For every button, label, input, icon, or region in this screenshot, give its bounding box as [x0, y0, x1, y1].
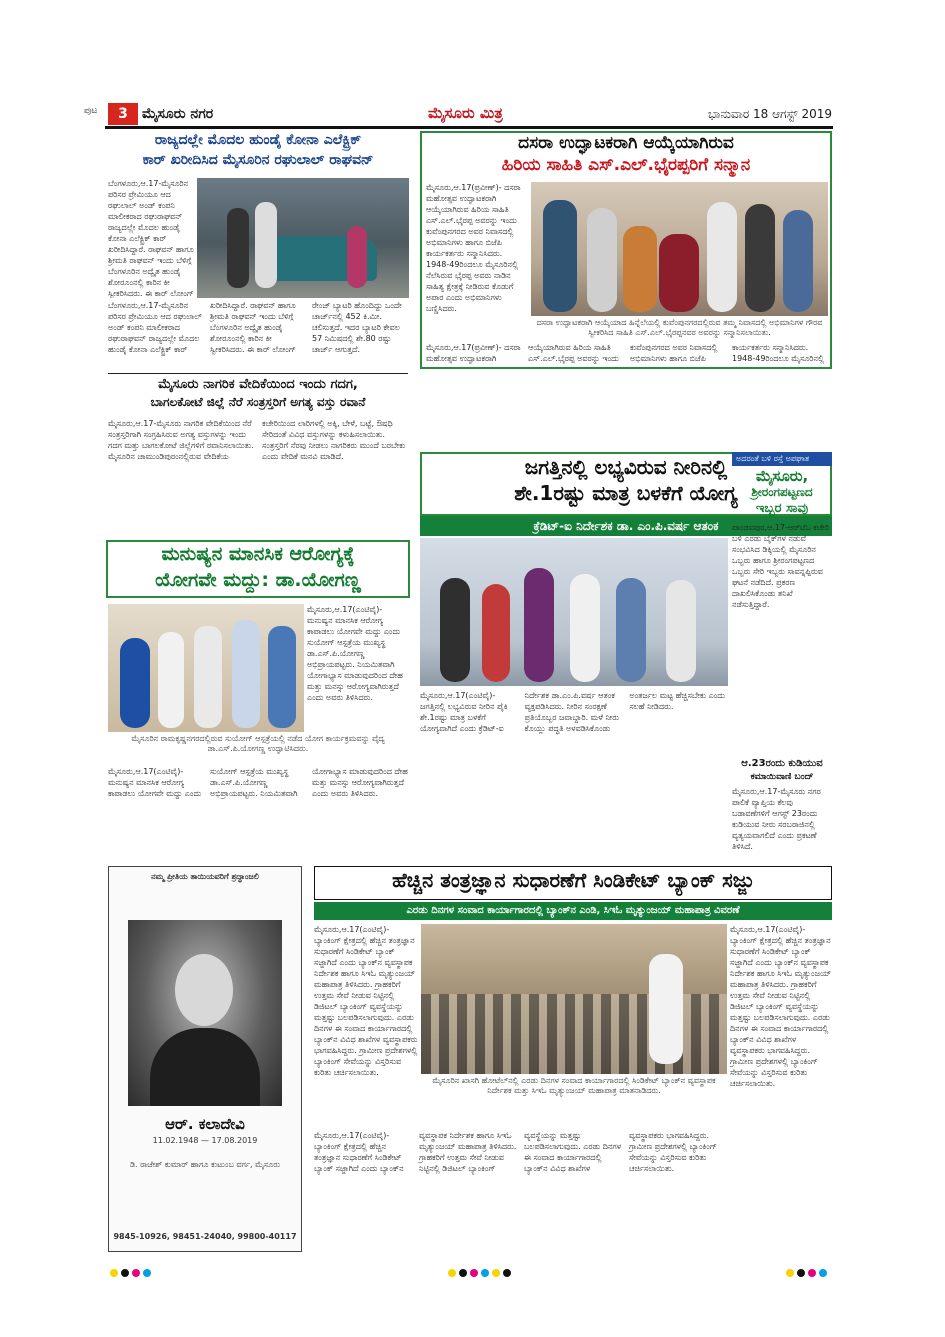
person-5: [707, 202, 737, 312]
dot: [121, 1269, 129, 1277]
dot: [797, 1269, 805, 1277]
dasara-headline-2: ಹಿರಿಯ ಸಾಹಿತಿ ಎಸ್.ಎಲ್.ಭೈರಪ್ಪರಿಗೆ ಸನ್ಮಾನ: [501, 155, 751, 175]
person-7: [783, 210, 813, 312]
dot: [481, 1269, 489, 1277]
watercut-headline-1: ಆ.23ರಂದು ಕುಡಿಯುವ: [741, 758, 823, 769]
ev-car-body-rest: ಬೆಂಗಳೂರು,ಆ.17-ಮೈಸೂರಿನ ಪರಿಸರ ಪ್ರೇಮಿಯೂ ಆದ ರಘುಲಾಲ್ ಅಂಡ್ ಕಂಪನಿ ಮಾಲೀಕರಾದ ರಘುರಾಘವನ್ ರಾಜ್ಯದಲ್ಲೇ ಮೊದಲ ಹುಂಡೈ ಕೋನಾ ಎಲೆಕ್ಟ್ರಿಕ್ ಕಾರ್ ಖರೀದಿಸಿದ್ದಾರೆ. ರಾಘವನ್ ಹಾಗೂ ಶ್ರೀಮತಿ ರಾಘವನ್ ಇಂದು ಬೆಳಿಗ್ಗೆ ಬೆಂಗಳೂರಿನ ಅದ್ವೈತ ಹುಂಡೈ ಶೋರೂಂನಲ್ಲಿ ಕಾರಿನ ಕೀ ಸ್ವೀಕರಿಸಿದರು. ಈ ಕಾರ್ ಲೋಂಗ್ ರೇಂಜ್ ಬ್ಯಾಟರಿ ಹೊಂದಿದ್ದು ಒಂದೇ ಚಾರ್ಜ್‌ನಲ್ಲಿ 452 ಕಿ.ಮೀ. ಚಲಿಸುತ್ತದೆ. ಇದರ ಬ್ಯಾಟರಿ ಕೇವಲ 57 ನಿಮಿಷದಲ್ಲಿ ಶೇ.80 ರಷ್ಟು ಚಾರ್ಜ್ ಆಗುತ್ತದೆ.: [108, 301, 402, 354]
page-number-badge: [108, 103, 138, 125]
header-rule: [105, 126, 833, 129]
water-subhead: ಕ್ರೆಡಿಟ್-ಐ ನಿರ್ದೇಶಕ ಡಾ. ಎಂ.ಪಿ.ವರ್ಷ ಆತಂಕ: [420, 516, 832, 536]
dot: [492, 1269, 500, 1277]
obituary-name: ಆರ್. ಕಲಾದೇವಿ: [165, 1115, 245, 1133]
dot: [132, 1269, 140, 1277]
portrait-shoulders: [150, 1028, 260, 1106]
obituary-portrait: [128, 920, 282, 1106]
yoga-caption: ಮೈಸೂರಿನ ರಾಮಕೃಷ್ಣನಗರದಲ್ಲಿರುವ ಸುಯೋಗ್ ಆಸ್ಪತ್ರೆಯಲ್ಲಿ ನಡೆದ ಯೋಗ ಕಾರ್ಯಕ್ರಮವನ್ನು ವೈದ್ಯ ಡಾ.ಎಸ್.ಪಿ.ಯೋಗಣ್ಣ ಉದ್ಘಾಟಿಸಿದರು.: [131, 734, 385, 753]
accident-headline-1: ಮೈಸೂರು,: [755, 467, 809, 485]
dot: [503, 1269, 511, 1277]
syndicate-body-col1: ಮೈಸೂರು,ಆ.17(ಎಂಟಿವೈ)- ಬ್ಯಾಂಕಿಂಗ್ ಕ್ಷೇತ್ರದಲ್ಲಿ ಹೆಚ್ಚಿನ ತಂತ್ರಜ್ಞಾನ ಸುಧಾರಣೆಗೆ ಸಿಂಡಿಕೇಟ್ ಬ್ಯಾಂಕ್ ಸಜ್ಜಾಗಿದೆ ಎಂದು ಬ್ಯಾಂಕ್‌ನ ವ್ಯವಸ್ಥಾಪಕ ನಿರ್ದೇಶಕ ಹಾಗೂ ಸಿಇಓ ಮೃತ್ಯುಂಜಯ್ ಮಹಾಪಾತ್ರ ತಿಳಿಸಿದರು. ಗ್ರಾಹಕರಿಗೆ ಉತ್ತಮ ಸೇವೆ ನೀಡುವ ನಿಟ್ಟಿನಲ್ಲಿ ಡಿಜಿಟಲ್ ಬ್ಯಾಂಕಿಂಗ್ ವ್ಯವಸ್ಥೆಯನ್ನು ಮತ್ತಷ್ಟು ಬಲಪಡಿಸಲಾಗುವುದು. ಎರಡು ದಿನಗಳ ಈ ಸಂವಾದ ಕಾರ್ಯಾಗಾರದಲ್ಲಿ ಬ್ಯಾಂಕ್‌ನ ವಿವಿಧ ಶಾಖೆಗಳ ವ್ಯವಸ್ಥಾಪಕರು ಭಾಗವಹಿಸಿದ್ದರು. ಗ್ರಾಮೀಣ ಪ್ರದೇಶಗಳಲ್ಲಿ ಬ್ಯಾಂಕಿಂಗ್ ಸೇವೆಯನ್ನು ವಿಸ್ತರಿಸುವ ಕುರಿತು ಚರ್ಚಿಸಲಾಯಿತು.: [314, 925, 418, 1077]
accident-headline-3: ಇಬ್ಬರ ಸಾವು: [755, 501, 809, 516]
dot: [459, 1269, 467, 1277]
person-6: [666, 580, 696, 682]
person-5: [268, 626, 296, 728]
speaker: [649, 954, 683, 1064]
person-1: [440, 578, 470, 682]
accident-body: ಪಾಂಡವಪುರ,ಆ.17-ಆರ್‌ಟಿಓ ಕಚೇರಿ ಬಳಿ ಎರಡು ಬೈಕ್‌ಗಳ ನಡುವೆ ಸಂಭವಿಸಿದ ಡಿಕ್ಕಿಯಲ್ಲಿ ಮೈಸೂರಿನ ಒಬ್ಬರು ಹಾಗೂ ಶ್ರೀರಂಗಪಟ್ಟಣದ ಒಬ್ಬರು ಸೇರಿ ಇಬ್ಬರು ಸಾವನ್ನಪ್ಪಿರುವ ಘಟನೆ ನಡೆದಿದೆ. ಪ್ರಕರಣ ದಾಖಲಿಸಿಕೊಂಡು ತನಿಖೆ ನಡೆಸುತ್ತಿದ್ದಾರೆ.: [732, 523, 830, 609]
portrait-face: [175, 954, 233, 1026]
page-label: ಪುಟ: [84, 106, 98, 116]
dot: [819, 1269, 827, 1277]
person-4: [570, 574, 600, 682]
dasara-caption: ದಸರಾ ಉದ್ಘಾಟಕರಾಗಿ ಆಯ್ಕೆಯಾದ ಹಿನ್ನೆಲೆಯಲ್ಲಿ ಕುವೆಂಪುನಗರದಲ್ಲಿರುವ ತಮ್ಮ ನಿವಾಸದಲ್ಲಿ ಅಭಿಮಾನಿಗಳ ಗೌರವ ಸ್ವೀಕರಿಸಿದ ಸಾಹಿತಿ ಎಸ್.ಎಲ್.ಭೈರಪ್ಪನವರ ಅವರನ್ನು ಸನ್ಮಾನಿಸಲಾಯಿತು.: [536, 318, 823, 337]
dasara-body-col1: ಮೈಸೂರು,ಆ.17(ಪ್ರವೀಣ್)- ದಸರಾ ಮಹೋತ್ಸವ ಉದ್ಘಾಟಕರಾಗಿ ಆಯ್ಕೆಯಾಗಿರುವ ಹಿರಿಯ ಸಾಹಿತಿ ಎಸ್.ಎಲ್.ಭೈರಪ್ಪ ಅವರನ್ನು ಇಂದು ಕುವೆಂಪುನಗರದ ಅವರ ನಿವಾಸದಲ್ಲಿ ಅಭಿಮಾನಿಗಳು ಹಾಗೂ ಬಿಜೆಪಿ ಕಾರ್ಯಕರ್ತರು ಸನ್ಮಾನಿಸಿದರು. 1948-49ರಿಂದಲೂ ಮೈಸೂರಿನಲ್ಲಿ ನೆಲೆಸಿರುವ ಭೈರಪ್ಪ ಅವರು ನಾಡಿನ ಸಾಹಿತ್ಯ ಕ್ಷೇತ್ರಕ್ಕೆ ನೀಡಿರುವ ಕೊಡುಗೆ ಅಪಾರ ಎಂದು ಅಭಿಮಾನಿಗಳು ಬಣ್ಣಿಸಿದರು.: [426, 183, 521, 313]
yoga-photo: [108, 604, 304, 732]
ev-car-photo: [197, 178, 409, 298]
nagarika-headline-2: ಬಾಗಲಕೋಟೆ ಜಿಲ್ಲೆ ನೆರೆ ಸಂತ್ರಸ್ತರಿಗೆ ಅಗತ್ಯ ವಸ್ತು ರವಾನೆ: [150, 395, 366, 409]
person-6: [745, 204, 775, 312]
syndicate-body-rest: ಮೈಸೂರು,ಆ.17(ಎಂಟಿವೈ)- ಬ್ಯಾಂಕಿಂಗ್ ಕ್ಷೇತ್ರದಲ್ಲಿ ಹೆಚ್ಚಿನ ತಂತ್ರಜ್ಞಾನ ಸುಧಾರಣೆಗೆ ಸಿಂಡಿಕೇಟ್ ಬ್ಯಾಂಕ್ ಸಜ್ಜಾಗಿದೆ ಎಂದು ಬ್ಯಾಂಕ್‌ನ ವ್ಯವಸ್ಥಾಪಕ ನಿರ್ದೇಶಕ ಹಾಗೂ ಸಿಇಓ ಮೃತ್ಯುಂಜಯ್ ಮಹಾಪಾತ್ರ ತಿಳಿಸಿದರು. ಗ್ರಾಹಕರಿಗೆ ಉತ್ತಮ ಸೇವೆ ನೀಡುವ ನಿಟ್ಟಿನಲ್ಲಿ ಡಿಜಿಟಲ್ ಬ್ಯಾಂಕಿಂಗ್ ವ್ಯವಸ್ಥೆಯನ್ನು ಮತ್ತಷ್ಟು ಬಲಪಡಿಸಲಾಗುವುದು. ಎರಡು ದಿನಗಳ ಈ ಸಂವಾದ ಕಾರ್ಯಾಗಾರದಲ್ಲಿ ಬ್ಯಾಂಕ್‌ನ ವಿವಿಧ ಶಾಖೆಗಳ ವ್ಯವಸ್ಥಾಪಕರು ಭಾಗವಹಿಸಿದ್ದರು. ಗ್ರಾಮೀಣ ಪ್ರದೇಶಗಳಲ್ಲಿ ಬ್ಯಾಂಕಿಂಗ್ ಸೇವೆಯನ್ನು ವಿಸ್ತರಿಸುವ ಕುರಿತು ಚರ್ಚಿಸಲಾಯಿತು.: [314, 1131, 717, 1173]
water-photo: [420, 538, 728, 686]
ev-car-body-col1: ಬೆಂಗಳೂರು,ಆ.17-ಮೈಸೂರಿನ ಪರಿಸರ ಪ್ರೇಮಿಯೂ ಆದ ರಘುಲಾಲ್ ಅಂಡ್ ಕಂಪನಿ ಮಾಲೀಕರಾದ ರಘುರಾಘವನ್ ರಾಜ್ಯದಲ್ಲೇ ಮೊದಲ ಹುಂಡೈ ಕೋನಾ ಎಲೆಕ್ಟ್ರಿಕ್ ಕಾರ್ ಖರೀದಿಸಿದ್ದಾರೆ. ರಾಘವನ್ ಹಾಗೂ ಶ್ರೀಮತಿ ರಾಘವನ್ ಇಂದು ಬೆಳಿಗ್ಗೆ ಬೆಂಗಳೂರಿನ ಅದ್ವೈತ ಹುಂಡೈ ಶೋರೂಂನಲ್ಲಿ ಕಾರಿನ ಕೀ ಸ್ವೀಕರಿಸಿದರು. ಈ ಕಾರ್ ಲೋಂಗ್: [108, 179, 194, 298]
syndicate-body-col4: ಮೈಸೂರು,ಆ.17(ಎಂಟಿವೈ)- ಬ್ಯಾಂಕಿಂಗ್ ಕ್ಷೇತ್ರದಲ್ಲಿ ಹೆಚ್ಚಿನ ತಂತ್ರಜ್ಞಾನ ಸುಧಾರಣೆಗೆ ಸಿಂಡಿಕೇಟ್ ಬ್ಯಾಂಕ್ ಸಜ್ಜಾಗಿದೆ ಎಂದು ಬ್ಯಾಂಕ್‌ನ ವ್ಯವಸ್ಥಾಪಕ ನಿರ್ದೇಶಕ ಹಾಗೂ ಸಿಇಓ ಮೃತ್ಯುಂಜಯ್ ಮಹಾಪಾತ್ರ ತಿಳಿಸಿದರು. ಗ್ರಾಹಕರಿಗೆ ಉತ್ತಮ ಸೇವೆ ನೀಡುವ ನಿಟ್ಟಿನಲ್ಲಿ ಡಿಜಿಟಲ್ ಬ್ಯಾಂಕಿಂಗ್ ವ್ಯವಸ್ಥೆಯನ್ನು ಮತ್ತಷ್ಟು ಬಲಪಡಿಸಲಾಗುವುದು. ಎರಡು ದಿನಗಳ ಈ ಸಂವಾದ ಕಾರ್ಯಾಗಾರದಲ್ಲಿ ಬ್ಯಾಂಕ್‌ನ ವಿವಿಧ ಶಾಖೆಗಳ ವ್ಯವಸ್ಥಾಪಕರು ಭಾಗವಹಿಸಿದ್ದರು. ಗ್ರಾಮೀಣ ಪ್ರದೇಶಗಳಲ್ಲಿ ಬ್ಯಾಂಕಿಂಗ್ ಸೇವೆಯನ್ನು ವಿಸ್ತರಿಸುವ ಕುರಿತು ಚರ್ಚಿಸಲಾಯಿತು.: [730, 925, 832, 1088]
syndicate-subhead: ಎರಡು ದಿನಗಳ ಸಂವಾದ ಕಾರ್ಯಾಗಾರದಲ್ಲಿ ಬ್ಯಾಂಕ್‌ನ ಎಂಡಿ, ಸಿಇಓ ಮೃತ್ಯುಂಜಯ್ ಮಹಾಪಾತ್ರ ವಿವರಣೆ: [314, 902, 832, 920]
yoga-headline-1: ಮನುಷ್ಯನ ಮಾನಸಿಕ ಆರೋಗ್ಯಕ್ಕೆ: [161, 543, 355, 565]
yoga-headline-2: ಯೋಗವೇ ಮದ್ದು: ಡಾ.ಯೋಗಣ್ಣ: [155, 569, 361, 591]
dasara-photo: [531, 182, 828, 316]
masthead-logo: ಮೈಸೂರು ಮಿತ್ರ: [428, 104, 503, 122]
person-4: [659, 234, 699, 312]
person-2: [482, 584, 510, 682]
person-2: [587, 208, 617, 312]
person-3: [347, 226, 367, 288]
accident-headline-2: ಶ್ರೀರಂಗಪಟ್ಟಣದ: [751, 485, 813, 499]
page-number: 3: [118, 106, 128, 122]
watercut-headline-2: ಕಮಾಯಿವಾಣಿ ಬಂದ್: [750, 772, 814, 782]
water-body: ಮೈಸೂರು,ಆ.17(ಎಂಟಿವೈ)-ಜಗತ್ತಿನಲ್ಲಿ ಲಭ್ಯವಿರುವ ನೀರಿನ ಪೈಕಿ ಶೇ.1ರಷ್ಟು ಮಾತ್ರ ಬಳಕೆಗೆ ಯೋಗ್ಯವಾಗಿದೆ ಎಂದು ಕ್ರೆಡಿಟ್-ಐ ನಿರ್ದೇಶಕ ಡಾ.ಎಂ.ಪಿ.ವರ್ಷ ಆತಂಕ ವ್ಯಕ್ತಪಡಿಸಿದರು. ನೀರಿನ ಸಂರಕ್ಷಣೆ ಪ್ರತಿಯೊಬ್ಬರ ಜವಾಬ್ದಾರಿ. ಮಳೆ ನೀರು ಕೊಯ್ಲು ಪದ್ಧತಿ ಅಳವಡಿಸಿಕೊಂಡು ಅಂತರ್ಜಲ ಮಟ್ಟ ಹೆಚ್ಚಿಸಬೇಕು ಎಂದು ಸಲಹೆ ನೀಡಿದರು.: [420, 691, 726, 733]
dot: [448, 1269, 456, 1277]
section-title: ಮೈಸೂರು ನಗರ: [142, 106, 214, 122]
watercut-body: ಮೈಸೂರು,ಆ.17-ಮೈಸೂರು ನಗರ ಪಾಲಿಕೆ ವ್ಯಾಪ್ತಿಯ ಕೆಲವು ಬಡಾವಣೆಗಳಿಗೆ ಆಗಸ್ಟ್ 23ರಂದು ಕುಡಿಯುವ ನೀರು ಸರಬರಾಜಿನಲ್ಲಿ ವ್ಯತ್ಯಯವಾಗಲಿದೆ ಎಂದು ಪ್ರಕಟಣೆ ತಿಳಿಸಿದೆ.: [732, 787, 821, 851]
dot: [143, 1269, 151, 1277]
water-headline-1: ಜಗತ್ತಿನಲ್ಲಿ ಲಭ್ಯವಿರುವ ನೀರಿನಲ್ಲಿ: [524, 455, 728, 479]
dasara-body-rest: ಮೈಸೂರು,ಆ.17(ಪ್ರವೀಣ್)- ದಸರಾ ಮಹೋತ್ಸವ ಉದ್ಘಾಟಕರಾಗಿ ಆಯ್ಕೆಯಾಗಿರುವ ಹಿರಿಯ ಸಾಹಿತಿ ಎಸ್.ಎಲ್.ಭೈರಪ್ಪ ಅವರನ್ನು ಇಂದು ಕುವೆಂಪುನಗರದ ಅವರ ನಿವಾಸದಲ್ಲಿ ಅಭಿಮಾನಿಗಳು ಹಾಗೂ ಬಿಜೆಪಿ ಕಾರ್ಯಕರ್ತರು ಸನ್ಮಾನಿಸಿದರು. 1948-49ರಿಂದಲೂ ಮೈಸೂರಿನಲ್ಲಿ: [426, 343, 825, 363]
person-3: [524, 568, 554, 682]
person-1: [543, 200, 577, 312]
obituary-dates: 11.02.1948 — 17.08.2019: [152, 1136, 258, 1145]
person-1: [227, 208, 249, 288]
obituary-footer: ಡಿ. ರಾಜೇಶ್ ಕುಮಾರ್ ಹಾಗೂ ಕುಟುಂಬ ವರ್ಗ, ಮೈಸೂರು: [130, 1160, 280, 1169]
registration-marks-left: [110, 1262, 154, 1281]
ev-car-headline-2: ಕಾರ್ ಖರೀದಿಸಿದ ಮೈಸೂರಿನ ರಘುಲಾಲ್ ರಾಘವನ್: [142, 152, 374, 168]
person-3: [623, 226, 657, 312]
person-5: [616, 578, 646, 682]
registration-marks-right: [786, 1262, 830, 1281]
dot: [808, 1269, 816, 1277]
dot: [470, 1269, 478, 1277]
obituary-top-line: ನಮ್ಮ ಪ್ರೀತಿಯ ತಾಯಿಯವರಿಗೆ ಶ್ರದ್ಧಾಂಜಲಿ: [151, 872, 259, 881]
issue-date: ಭಾನುವಾರ 18 ಆಗಸ್ಟ್ 2019: [708, 107, 832, 121]
person-2: [255, 202, 277, 288]
syndicate-caption: ಮೈಸೂರಿನ ಖಾಸಗಿ ಹೋಟೆಲ್‌ನಲ್ಲಿ ಎರಡು ದಿನಗಳ ಸಂವಾದ ಕಾರ್ಯಾಗಾರದಲ್ಲಿ ಸಿಂಡಿಕೇಟ್ ಬ್ಯಾಂಕ್‌ನ ವ್ಯವಸ್ಥಾಪಕ ನಿರ್ದೇಶಕ ಮತ್ತು ಸಿಇಓ ಮೃತ್ಯುಂಜಯ್ ಮಹಾಪಾತ್ರ ಮಾತನಾಡಿದರು.: [432, 1076, 716, 1095]
dot: [110, 1269, 118, 1277]
syndicate-headline: ಹೆಚ್ಚಿನ ತಂತ್ರಜ್ಞಾನ ಸುಧಾರಣೆಗೆ ಸಿಂಡಿಕೇಟ್ ಬ್ಯಾಂಕ್ ಸಜ್ಜು: [392, 868, 754, 892]
divider: [108, 373, 408, 374]
registration-marks-center: [448, 1262, 514, 1281]
yoga-body-col: ಮೈಸೂರು,ಆ.17(ಎಂಟಿವೈ)- ಮನುಷ್ಯನ ಮಾನಸಿಕ ಆರೋಗ್ಯ ಕಾಪಾಡಲು ಯೋಗವೇ ಮದ್ದು ಎಂದು ಸುಯೋಗ್ ಆಸ್ಪತ್ರೆಯ ಮುಖ್ಯಸ್ಥ ಡಾ.ಎಸ್.ಪಿ.ಯೋಗಣ್ಣ ಅಭಿಪ್ರಾಯಪಟ್ಟರು. ನಿಯಮಿತವಾಗಿ ಯೋಗಾಭ್ಯಾಸ ಮಾಡುವುದರಿಂದ ದೇಹ ಮತ್ತು ಮನಸ್ಸು ಆರೋಗ್ಯವಾಗಿರುತ್ತದೆ ಎಂದು ಅವರು ತಿಳಿಸಿದರು.: [307, 605, 403, 702]
water-headline-2: ಶೇ.1ರಷ್ಟು ಮಾತ್ರ ಬಳಕೆಗೆ ಯೋಗ್ಯ: [514, 481, 738, 505]
nagarika-body: ಮೈಸೂರು,ಆ.17-ಮೈಸೂರು ನಾಗರಿಕ ವೇದಿಕೆಯಿಂದ ನೆರೆ ಸಂತ್ರಸ್ತರಿಗಾಗಿ ಸಂಗ್ರಹಿಸಿರುವ ಅಗತ್ಯ ವಸ್ತುಗಳನ್ನು ಇಂದು ಗದಗ ಮತ್ತು ಬಾಗಲಕೋಟೆ ಜಿಲ್ಲೆಗಳಿಗೆ ರವಾನಿಸಲಾಯಿತು. ಮೈಸೂರಿನ ಚಾಮುಂಡಿಪುರಂನಲ್ಲಿರುವ ವೇದಿಕೆಯ ಕಚೇರಿಯಿಂದ ಲಾರಿಗಳಲ್ಲಿ ಅಕ್ಕಿ, ಬೇಳೆ, ಬಟ್ಟೆ, ಔಷಧಿ ಸೇರಿದಂತೆ ವಿವಿಧ ವಸ್ತುಗಳನ್ನು ಕಳುಹಿಸಲಾಯಿತು. ಸಂತ್ರಸ್ತರಿಗೆ ನೆರವು ನೀಡಲು ನಾಗರಿಕರು ಮುಂದೆ ಬರಬೇಕು ಎಂದು ವೇದಿಕೆ ಮನವಿ ಮಾಡಿದೆ.: [108, 419, 406, 461]
dot: [786, 1269, 794, 1277]
person-4: [232, 620, 260, 728]
obituary-phone: 9845-10926, 98451-24040, 99800-40117: [113, 1232, 297, 1241]
person-3: [194, 626, 222, 728]
syndicate-photo: [421, 924, 727, 1074]
yoga-body-rest: ಮೈಸೂರು,ಆ.17(ಎಂಟಿವೈ)- ಮನುಷ್ಯನ ಮಾನಸಿಕ ಆರೋಗ್ಯ ಕಾಪಾಡಲು ಯೋಗವೇ ಮದ್ದು ಎಂದು ಸುಯೋಗ್ ಆಸ್ಪತ್ರೆಯ ಮುಖ್ಯಸ್ಥ ಡಾ.ಎಸ್.ಪಿ.ಯೋಗಣ್ಣ ಅಭಿಪ್ರಾಯಪಟ್ಟರು. ನಿಯಮಿತವಾಗಿ ಯೋಗಾಭ್ಯಾಸ ಮಾಡುವುದರಿಂದ ದೇಹ ಮತ್ತು ಮನಸ್ಸು ಆರೋಗ್ಯವಾಗಿರುತ್ತದೆ ಎಂದು ಅವರು ತಿಳಿಸಿದರು.: [108, 767, 408, 798]
accident-kicker: ಅದರಂತೆ ಬಳಿ ರಸ್ತೆ ಅಪಘಾತ: [732, 452, 832, 466]
person-1: [120, 638, 150, 728]
nagarika-headline-1: ಮೈಸೂರು ನಾಗರಿಕ ವೇದಿಕೆಯಿಂದ ಇಂದು ಗದಗ,: [158, 377, 358, 392]
ev-car-headline-1: ರಾಜ್ಯದಲ್ಲೇ ಮೊದಲ ಹುಂಡೈ ಕೋನಾ ಎಲೆಕ್ಟ್ರಿಕ್: [154, 132, 362, 148]
dasara-headline-1: ದಸರಾ ಉದ್ಘಾಟಕರಾಗಿ ಆಯ್ಕೆಯಾಗಿರುವ: [518, 133, 734, 153]
person-2: [158, 632, 184, 728]
